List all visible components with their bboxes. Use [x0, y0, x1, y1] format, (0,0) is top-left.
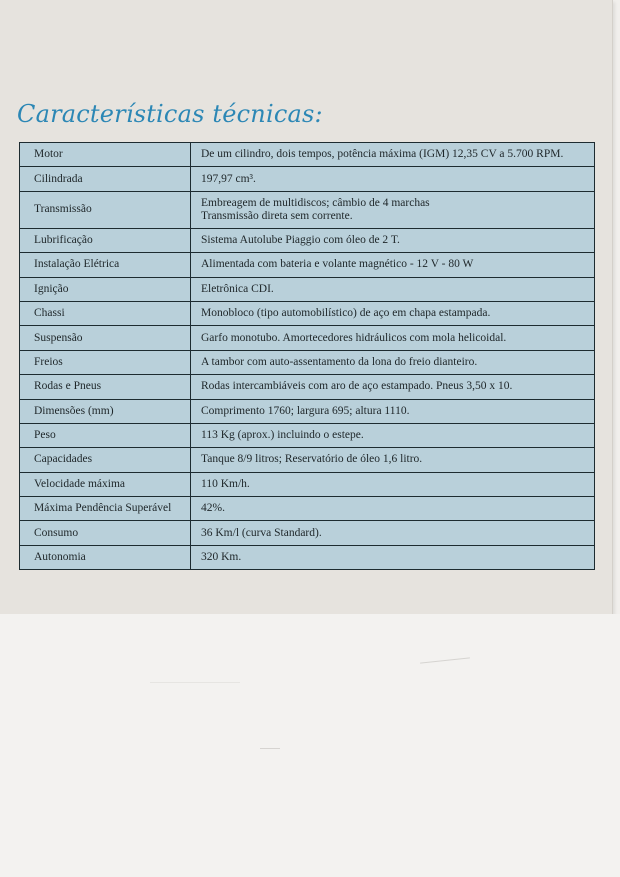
- spec-label: Ignição: [20, 277, 191, 301]
- spec-row: [20, 399, 595, 423]
- spec-row: [20, 545, 595, 569]
- spec-value: [191, 448, 595, 472]
- spec-value: [191, 472, 595, 496]
- spec-label: Transmissão: [20, 191, 191, 228]
- spec-row: [20, 448, 595, 472]
- spec-value-line: Rodas intercambiáveis com aro de aço estampado. Pneus 3,50 x 10.: [201, 380, 513, 393]
- spec-row: [20, 326, 595, 350]
- spec-label: Máxima Pendência Superável: [20, 497, 191, 521]
- spec-value-line: De um cilindro, dois tempos, potência máxima (IGM) 12,35 CV a 5.700 RPM.: [201, 148, 564, 161]
- spec-table-body: [20, 143, 595, 570]
- spec-label: Consumo: [20, 521, 191, 545]
- spec-value-line: Monobloco (tipo automobilístico) de aço em chapa estampada.: [201, 307, 491, 320]
- spec-value-line: Alimentada com bateria e volante magnético - 12 V - 80 W: [201, 258, 474, 271]
- spec-value-line: 110 Km/h.: [201, 477, 250, 490]
- spec-value: [191, 191, 595, 228]
- spec-row: [20, 301, 595, 325]
- spec-value: [191, 375, 595, 399]
- spec-row: [20, 277, 595, 301]
- spec-row: [20, 350, 595, 374]
- spec-label: Autonomia: [20, 545, 191, 569]
- spec-label: Dimensões (mm): [20, 399, 191, 423]
- spec-table: [19, 142, 595, 570]
- spec-row: [20, 497, 595, 521]
- spec-value: [191, 253, 595, 277]
- spec-row: [20, 191, 595, 228]
- spec-value-line: 197,97 cm³.: [201, 172, 256, 185]
- spec-label: Suspensão: [20, 326, 191, 350]
- spec-value-line: Tanque 8/9 litros; Reservatório de óleo 1,6 litro.: [201, 453, 423, 466]
- spec-value: [191, 167, 595, 191]
- spec-value-line: 36 Km/l (curva Standard).: [201, 526, 322, 539]
- spec-row: [20, 423, 595, 447]
- spec-label: Rodas e Pneus: [20, 375, 191, 399]
- spec-label: Lubrificação: [20, 228, 191, 252]
- spec-label: Cilindrada: [20, 167, 191, 191]
- spec-value: [191, 521, 595, 545]
- spec-value-line: Eletrônica CDI.: [201, 282, 274, 295]
- spec-label: Chassi: [20, 301, 191, 325]
- spec-value: [191, 143, 595, 167]
- spec-value-line: 113 Kg (aprox.) incluindo o estepe.: [201, 429, 364, 442]
- paper-mark: [260, 748, 280, 749]
- spec-label: Velocidade máxima: [20, 472, 191, 496]
- spec-value: [191, 228, 595, 252]
- spec-value-line: 320 Km.: [201, 551, 242, 564]
- spec-value-line: Comprimento 1760; largura 695; altura 1110.: [201, 404, 410, 417]
- spec-value: [191, 350, 595, 374]
- spec-value-line: 42%.: [201, 502, 225, 515]
- spec-value: [191, 277, 595, 301]
- spec-row: [20, 167, 595, 191]
- paper-mark: [420, 657, 470, 663]
- spec-value-line: Transmissão direta sem corrente.: [201, 209, 353, 222]
- spec-value: [191, 301, 595, 325]
- spec-value-line: Garfo monotubo. Amortecedores hidráulicos com mola helicoidal.: [201, 331, 507, 344]
- spec-row: [20, 143, 595, 167]
- spec-label: Freios: [20, 350, 191, 374]
- spec-value: [191, 399, 595, 423]
- spec-row: [20, 228, 595, 252]
- spec-value: [191, 545, 595, 569]
- spec-value: [191, 497, 595, 521]
- spec-label: Capacidades: [20, 448, 191, 472]
- spec-value-line: A tambor com auto-assentamento da lona do freio dianteiro.: [201, 355, 478, 368]
- spec-label: Peso: [20, 423, 191, 447]
- spec-label: Instalação Elétrica: [20, 253, 191, 277]
- spec-value: [191, 326, 595, 350]
- paper-mark: [150, 682, 240, 683]
- spec-label: Motor: [20, 143, 191, 167]
- background-paper: [0, 614, 620, 877]
- spec-row: [20, 375, 595, 399]
- spec-value: [191, 423, 595, 447]
- spec-row: [20, 472, 595, 496]
- spec-value-line: Embreagem de multidiscos; câmbio de 4 marchas: [201, 196, 430, 209]
- spec-row: [20, 521, 595, 545]
- page-title: Características técnicas:: [17, 100, 323, 128]
- spec-row: [20, 253, 595, 277]
- spec-value-line: Sistema Autolube Piaggio com óleo de 2 T.: [201, 233, 400, 246]
